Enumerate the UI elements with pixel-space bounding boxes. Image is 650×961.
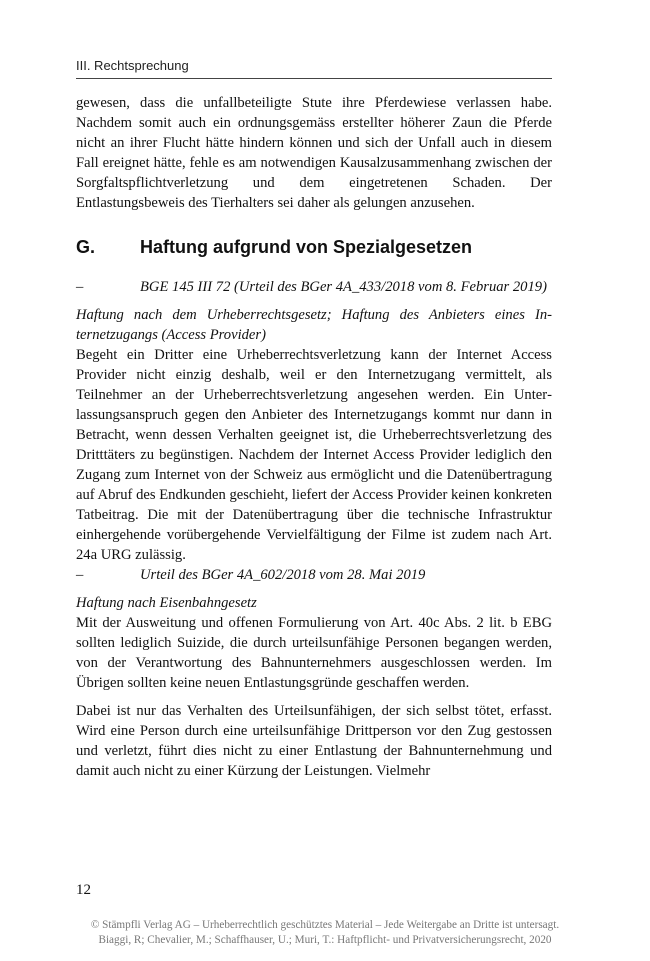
case-paragraph: Mit der Ausweitung und offenen Formulierung von Art. 40c Abs. 2 lit. b EBG sollten lediglich Suizide, die durch urteilsunfähige Personen begangen werden, von der Verantwortung des Bahnunternehmers ausgeschlossen werden. Im Übrigen sollten keine neuen Entlastungsgründe geschaffen werden.: [76, 615, 552, 691]
case-reference-text: Urteil des BGer 4A_602/2018 vom 28. Mai 2019: [140, 567, 426, 583]
case-reference: [76, 277, 552, 297]
case-reference-text: BGE 145 III 72 (Urteil des BGer 4A_433/2018 vom 8. Februar 2019): [140, 279, 547, 295]
case-subject: Haftung nach Eisenbahngesetz: [76, 595, 257, 611]
footer-citation-line: Biaggi, R; Chevalier, M.; Schaffhauser, U.; Muri, T.: Haftpflicht- und Privatversicherungsrecht, 2020: [98, 934, 552, 946]
page-body: [76, 93, 552, 781]
section-heading: [76, 235, 552, 259]
running-title: III. Rechtsprechung: [76, 58, 189, 73]
footer-copyright-line: © Stämpfli Verlag AG – Urheberrechtlich geschütztes Material – Jede Weitergabe an Dritte ist untersagt.: [90, 919, 560, 931]
case-subject: Haftung nach dem Urheberrechtsgesetz; Haftung des Anbieters eines Internetzugangs (Access Provider): [76, 307, 552, 343]
page-number: 12: [76, 882, 91, 898]
list-dash: –: [76, 279, 84, 295]
copyright-footer: [0, 918, 650, 948]
list-dash: –: [76, 567, 84, 583]
section-title: Haftung aufgrund von Spezialgesetzen: [140, 237, 473, 257]
running-header: [76, 56, 552, 79]
intro-paragraph: gewesen, dass die unfallbeteiligte Stute ihre Pferdewiese verlassen habe. Nachdem somit auch ein ordnungsgemäss erstellter höherer Zaun die Pferde nicht an ihrer Flucht hätte hindern können und sich der Unfall auch in diesem Fall ereignet hätte, fehle es am notwendigen Kausalzusammenhang zwischen der Sorgfaltspflichtverletzung und dem eingetretenen Schaden. Der Entlastungsbeweis des Tierhalters sei daher als gelungen anzusehen.: [76, 95, 552, 211]
case-reference: [76, 565, 552, 585]
section-letter: G.: [76, 237, 96, 257]
case-paragraph: Dabei ist nur das Verhalten des Urteilsunfähigen, der sich selbst tötet, erfasst. Wird eine Person durch eine urteilsunfähige Drittperson vor den Zug gestossen und verletzt, führt dies nicht zu einer Entlastung der Bahnunternehmung und damit auch nicht zu einer Kürzung der Leistungen. Vielmehr: [76, 703, 552, 779]
case-paragraph: Begeht ein Dritter eine Urheberrechtsverletzung kann der Internet Access Provider nicht einzig deshalb, weil er den Internetzugang vermittelt, als Teilnehmer an der Urheberrechtsverletzung angesehen werden. Ein Unterlassungsanspruch gegen den Anbieter des Internetzugangs kommt nur dann in Betracht, wenn dessen Verhalten geeignet ist, die Urheberrechtsverletzung des Dritttäters zu begünstigen. Nachdem der Internet Access Provider lediglich den Zugang zum Internet von der Schweiz aus ermöglicht und die Datenübertragung auf Abruf des Endkunden geschieht, liefert der Access Provider keinen konkreten Tatbeitrag. Die mit der Datenübertragung über die technische Infrastruktur einhergehende vorübergehende Vervielfältigung der Filme ist zudem nach Art. 24a URG zulässig.: [76, 347, 552, 563]
